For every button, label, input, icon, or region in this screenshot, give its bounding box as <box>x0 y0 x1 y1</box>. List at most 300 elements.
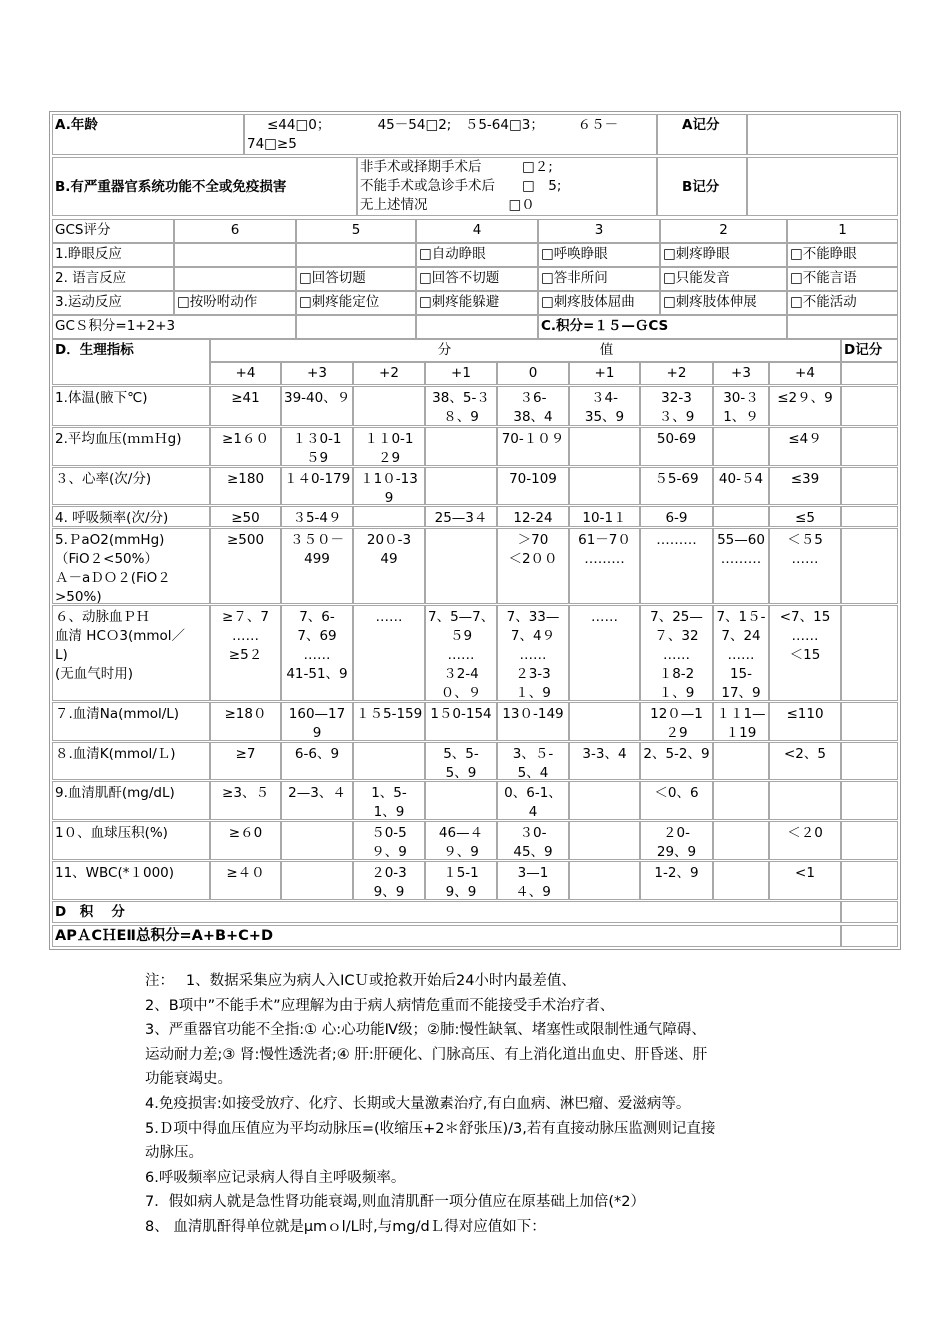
physio-range-cell-line: ９、9 <box>443 844 479 860</box>
age-options-line1: ≤44□0； 45－54□2; ５5-64□3； ６５－ <box>267 117 619 133</box>
physio-range-cell-line: 1、9 <box>373 804 405 820</box>
physio-range-cell-line: 3-3、4 <box>582 746 627 762</box>
physio-row-label-line: ７.血清Na(mmol/L) <box>55 706 180 722</box>
physio-range-cell <box>425 781 497 820</box>
physio-range-cell-line: ２0-3 <box>371 865 407 881</box>
physio-range-cell <box>497 467 569 505</box>
physio-range-cell-line: 7、1５- <box>716 609 766 625</box>
physio-range-cell-line <box>716 864 766 883</box>
physio-range-cell <box>210 467 281 505</box>
physio-row-score[interactable] <box>841 821 898 860</box>
physio-range-cell-line <box>572 430 637 449</box>
gcs-option-checkbox[interactable]: □不能活动 <box>787 291 898 315</box>
physio-range-cell-line: ≤5 <box>795 510 815 526</box>
physio-range-cell <box>769 427 841 466</box>
physio-range-cell <box>569 781 640 820</box>
physio-range-cell <box>281 742 353 780</box>
physio-row-label-line: ８.血清K(mmol/Ｌ) <box>55 746 176 762</box>
physio-range-cell <box>713 528 769 604</box>
physio-range-cell-line: ≥180 <box>226 471 265 487</box>
physio-range-cell <box>713 861 769 900</box>
physio-range-cell <box>569 821 640 860</box>
surgery-option-elective: 非手术或择期手术后 □２; <box>360 159 553 175</box>
physio-range-cell-line: ≤110 <box>786 706 824 722</box>
b-score-label: B记分 <box>657 157 747 216</box>
physio-range-cell <box>497 528 569 604</box>
physio-range-cell-line: ２9 <box>665 725 688 741</box>
physio-range-cell-line: …… <box>375 609 403 625</box>
physio-range-cell-line: 1-2、9 <box>654 865 699 881</box>
apache-total-value[interactable] <box>841 925 898 947</box>
physio-range-cell-line: 2—3、４ <box>288 785 346 801</box>
physio-row-score[interactable] <box>841 506 898 527</box>
physio-row-score[interactable] <box>841 427 898 466</box>
physio-range-cell-line <box>572 470 637 489</box>
physio-range-cell-line <box>716 824 766 843</box>
physio-range-cell-line: ≥６0 <box>228 825 263 841</box>
physio-range-cell-line: ≥50 <box>231 510 260 526</box>
physio-range-cell <box>281 427 353 466</box>
physio-range-cell-line: 6-6、9 <box>294 746 340 762</box>
physio-range-cell-line: ＜２0 <box>787 825 823 841</box>
age-options-line2: 74□≥5 <box>247 136 297 152</box>
physio-range-cell <box>640 386 713 426</box>
physio-range-cell <box>769 386 841 426</box>
physio-range-cell <box>640 821 713 860</box>
physio-range-cell-line: …… <box>727 647 755 663</box>
physio-range-cell <box>353 605 425 701</box>
physio-row-label <box>52 781 210 820</box>
note-line: 功能衰竭史。 <box>145 1071 232 1088</box>
physio-range-cell <box>713 467 769 505</box>
physio-range-cell <box>425 386 497 426</box>
physio-row-label <box>52 528 210 604</box>
physio-range-cell-line: 7、25— <box>650 609 703 625</box>
physio-row-score[interactable] <box>841 467 898 505</box>
physio-range-cell-line: ２9 <box>377 450 401 466</box>
physio-range-cell-line: 3、５- <box>512 746 554 762</box>
physio-range-cell-line: 25—3４ <box>434 510 488 526</box>
physio-range-cell-line: １１1— <box>716 706 766 722</box>
physio-range-cell-line: 3—1 <box>517 865 549 881</box>
physio-range-cell-line: <1 <box>795 865 815 881</box>
physio-range-cell-line: ……… <box>656 532 697 548</box>
physio-range-cell-line: …… <box>303 647 331 663</box>
physio-range-cell <box>713 427 769 466</box>
physio-range-cell <box>425 605 497 701</box>
physio-range-cell-line: １1０-13 <box>360 471 418 487</box>
physio-range-cell <box>353 427 425 466</box>
points-header: 分 值 <box>210 339 841 362</box>
surgery-option-none: 无上述情况 □０ <box>360 197 535 213</box>
physio-range-cell-line: １、9 <box>658 685 695 701</box>
gcs-option-checkbox[interactable]: □自动睁眼 <box>416 243 538 267</box>
physio-range-cell-line: ７、32 <box>654 628 699 644</box>
physio-range-cell <box>425 427 497 466</box>
physio-row-label-line: （FiO２<50%） <box>55 551 158 567</box>
physio-range-cell <box>425 742 497 780</box>
physio-range-cell-line: ≥1６０ <box>222 431 269 447</box>
points-col-header: +2 <box>353 362 425 385</box>
physio-range-cell-line: 1５0-154 <box>430 706 492 722</box>
gcs-option-checkbox[interactable]: □刺疼肢体伸展 <box>660 291 787 315</box>
physio-range-cell-line: ＞70 <box>517 532 549 548</box>
physio-range-cell-line <box>716 745 766 764</box>
gcs-option-checkbox[interactable]: □不能睁眼 <box>787 243 898 267</box>
gcs-score-header: 4 <box>416 219 538 243</box>
physio-row-label-line: 11、WBC(*１000) <box>55 865 175 881</box>
gcs-option-checkbox[interactable]: □回答切题 <box>296 267 416 291</box>
physio-range-cell <box>569 528 640 604</box>
physio-range-cell <box>640 506 713 527</box>
physio-range-cell-line <box>428 784 494 803</box>
age-options <box>244 114 657 155</box>
d-score-label: D记分 <box>841 339 898 362</box>
physio-range-cell-line: 32-3 <box>661 390 692 406</box>
physio-range-cell <box>640 742 713 780</box>
physio-range-cell <box>353 386 425 426</box>
gcs-score-header: 6 <box>174 219 296 243</box>
physio-row-score[interactable] <box>841 386 898 426</box>
physio-range-cell <box>281 506 353 527</box>
physio-range-cell <box>713 386 769 426</box>
physio-range-cell-line: １１0-1 <box>364 431 414 447</box>
physio-range-cell-line: 49 <box>380 551 398 567</box>
physio-range-cell <box>497 427 569 466</box>
gcs-option-checkbox[interactable]: □回答不切题 <box>416 267 538 291</box>
physio-range-cell-line: １19 <box>725 725 757 741</box>
physio-row-score[interactable] <box>841 702 898 741</box>
physio-range-cell <box>769 742 841 780</box>
physio-range-cell-line: 39-40、９ <box>284 390 351 406</box>
physio-range-cell-line: 38、5-３ <box>432 390 490 406</box>
physio-range-cell <box>497 821 569 860</box>
gcs-title: GCS评分 <box>52 219 174 243</box>
physio-row-score[interactable] <box>841 528 898 604</box>
physio-range-cell-line <box>716 509 766 527</box>
physio-range-cell <box>497 605 569 701</box>
physio-range-cell <box>569 605 640 701</box>
physio-range-cell-line: …… <box>232 628 259 644</box>
physio-row-label-line: ６、动脉血ＰＨ <box>55 609 150 625</box>
physio-range-cell-line: ≥４０ <box>226 865 265 881</box>
physio-range-cell <box>425 702 497 741</box>
physio-range-cell-line: 15- <box>729 666 753 682</box>
gcs-option-checkbox[interactable]: □刺疼肢体屈曲 <box>538 291 660 315</box>
footnotes <box>145 969 835 1240</box>
physio-range-cell-line: 29、9 <box>656 844 697 860</box>
physio-range-cell-line: １8-2 <box>658 666 695 682</box>
physio-range-cell-line: 6-9 <box>665 510 688 526</box>
physio-range-cell-line: 35、9 <box>584 409 625 425</box>
note-line: 2、B项中”不能手术”应理解为由于病人病情危重而不能接受手术治疗者、 <box>145 997 615 1014</box>
physio-range-cell-line: ＜15 <box>789 647 821 663</box>
physio-range-cell <box>569 702 640 741</box>
physio-range-cell-line: 7、4９ <box>510 628 556 644</box>
physio-row-score[interactable] <box>841 605 898 701</box>
physio-range-cell-line: 9 <box>384 490 394 505</box>
physio-range-cell-line: ≤4９ <box>788 431 822 447</box>
physio-range-cell-line: 50-69 <box>656 431 697 447</box>
physio-range-cell-line <box>428 531 494 550</box>
physio-title: D．生理指标 <box>52 339 210 385</box>
note-line: 动脉压。 <box>145 1145 203 1162</box>
gcs-option-checkbox[interactable]: □答非所问 <box>538 267 660 291</box>
physio-row-score[interactable] <box>841 742 898 780</box>
physio-range-cell <box>425 506 497 527</box>
physio-range-cell-line: ５9 <box>305 450 329 466</box>
b-score-value[interactable] <box>747 157 898 216</box>
d-score-blank <box>841 362 898 385</box>
physio-range-cell <box>569 467 640 505</box>
physio-range-cell <box>640 467 713 505</box>
physio-range-cell-line: 17、9 <box>721 685 761 701</box>
physio-range-cell <box>769 467 841 505</box>
physio-row-label-line: 9.血清肌酐(mg/dL) <box>55 785 175 801</box>
gcs-option-checkbox[interactable]: □刺疼能定位 <box>296 291 416 315</box>
points-col-header: +4 <box>210 362 281 385</box>
physio-range-cell-line: 7、69 <box>297 628 337 644</box>
physio-range-cell <box>353 702 425 741</box>
physio-range-cell-line: ２0- <box>663 825 690 841</box>
physio-range-cell-line <box>356 509 422 527</box>
physio-range-cell-line: 1、5- <box>371 785 407 801</box>
physio-range-cell-line <box>356 389 422 408</box>
physio-row-label <box>52 742 210 780</box>
physio-range-cell-line: １、9 <box>515 685 551 701</box>
points-col-header: 0 <box>497 362 569 385</box>
physio-range-cell-line <box>284 824 350 843</box>
physio-range-cell <box>640 861 713 900</box>
physio-range-cell-line: 38、4 <box>513 409 553 425</box>
physio-row-label-line: 4. 呼吸频率(次/分) <box>55 510 169 526</box>
physio-range-cell <box>210 702 281 741</box>
physio-range-cell <box>425 821 497 860</box>
physio-range-cell-line: 9、9 <box>445 884 477 900</box>
physio-range-cell-line: ≤39 <box>790 471 820 487</box>
physio-range-cell-line: 4 <box>528 804 538 820</box>
physio-range-cell <box>353 528 425 604</box>
physio-range-cell <box>281 781 353 820</box>
physio-range-cell-line: ≤2９、9 <box>777 390 833 406</box>
physio-row-label <box>52 386 210 426</box>
physio-range-cell <box>769 506 841 527</box>
physio-range-cell <box>497 506 569 527</box>
physio-range-cell <box>210 861 281 900</box>
physio-range-cell-line: …… <box>519 647 547 663</box>
physio-range-cell-line: 13０-149 <box>502 706 564 722</box>
physio-range-cell <box>769 861 841 900</box>
physio-range-cell <box>353 821 425 860</box>
a-score-value[interactable] <box>747 114 898 155</box>
physio-range-cell-line: ≥7 <box>235 746 256 762</box>
physio-row-label-line: 1０、血球压积(%) <box>55 825 168 841</box>
points-col-header: +3 <box>281 362 353 385</box>
physio-range-cell <box>640 605 713 701</box>
gcs-option-checkbox[interactable]: □刺疼睁眼 <box>660 243 787 267</box>
physio-range-cell-line <box>572 705 637 724</box>
physio-range-cell-line: ３6- <box>519 390 547 406</box>
physio-range-cell-line: ≥5２ <box>228 647 263 663</box>
physio-range-cell-line: 0、6-1、 <box>504 785 562 801</box>
physio-range-cell-line <box>716 784 766 803</box>
d-score-row-label: D 积 分 <box>52 901 841 923</box>
note-line: 5.Ｄ项中得血压值应为平均动脉压=(收缩压+2＊舒张压)/3,若有直接动脉压监测则记直接 <box>145 1120 716 1137</box>
surgery-option-emergency: 不能手术或急诊手术后 □ 5; <box>360 178 562 194</box>
physio-range-cell-line <box>428 430 494 449</box>
physio-range-cell-line: ≥3、５ <box>222 785 269 801</box>
physio-range-cell <box>769 702 841 741</box>
physio-range-cell-line: 5、4 <box>517 765 549 780</box>
physio-range-cell <box>640 427 713 466</box>
physio-range-cell <box>569 506 640 527</box>
physio-row-label <box>52 605 210 701</box>
physio-range-cell-line <box>284 864 350 883</box>
physio-range-cell-line: ＜2００ <box>508 551 558 567</box>
physio-range-cell-line: 499 <box>304 551 330 567</box>
physio-range-cell-line: ０、９ <box>440 685 482 701</box>
physio-range-cell-line: ８、9 <box>443 409 479 425</box>
note-line: 7．假如病人就是急性肾功能衰竭,则血清肌酐一项分值应在原基础上加倍(*2） <box>145 1194 645 1211</box>
physio-row-label-line: 5.ＰaO2(mmHg) <box>55 532 165 548</box>
physio-range-cell <box>281 386 353 426</box>
physio-range-cell <box>281 467 353 505</box>
gcs-score-header: 1 <box>787 219 898 243</box>
section-a-label: A.年龄 <box>52 114 244 155</box>
physio-range-cell <box>353 861 425 900</box>
physio-range-cell-line: ３5-4９ <box>292 510 342 526</box>
physio-range-cell <box>425 467 497 505</box>
physio-range-cell-line <box>772 784 838 803</box>
physio-range-cell <box>640 781 713 820</box>
physio-range-cell <box>210 528 281 604</box>
physio-range-cell <box>497 742 569 780</box>
physio-range-cell <box>497 781 569 820</box>
physio-row-score[interactable] <box>841 781 898 820</box>
physio-range-cell <box>497 386 569 426</box>
physio-row-label <box>52 506 210 527</box>
physio-range-cell-line: ９、9 <box>371 844 407 860</box>
physio-range-cell-line <box>428 470 494 489</box>
physio-range-cell <box>281 605 353 701</box>
physio-range-cell <box>353 506 425 527</box>
gcs-row-label: 3.运动反应 <box>52 291 174 315</box>
section-b-label: B.有严重器官系统功能不全或免疫损害 <box>52 157 357 216</box>
gcs-empty-cell <box>174 243 296 267</box>
physio-range-cell <box>769 528 841 604</box>
physio-row-label-line: (无血气时用) <box>55 666 134 682</box>
physio-range-cell-line: …… <box>791 628 819 644</box>
physio-range-cell-line: 1、９ <box>723 409 759 425</box>
physio-range-cell-line: 9 <box>312 725 322 741</box>
gcs-option-checkbox[interactable]: □按吩咐动作 <box>174 291 296 315</box>
physio-range-cell-line: ３4- <box>591 390 618 406</box>
gcs-empty-cell <box>296 243 416 267</box>
physio-range-cell-line: <7、15 <box>779 609 831 625</box>
physio-range-cell-line <box>572 864 637 883</box>
physio-range-cell-line: １３0-1 <box>292 431 342 447</box>
c-score-value[interactable] <box>787 315 898 339</box>
physio-range-cell-line: ≥500 <box>226 532 265 548</box>
note-line: 运动耐力差;③ 肾:慢性透洗者;④ 肝:肝硬化、门脉高压、有上消化道出血史、肝昏迷、肝 <box>145 1046 708 1063</box>
physio-row-label-line: >50%) <box>55 589 102 604</box>
physio-range-cell <box>210 506 281 527</box>
a-score-label: A记分 <box>657 114 747 155</box>
physio-range-cell-line: １４0-179 <box>284 471 351 487</box>
physio-range-cell <box>210 821 281 860</box>
gcs-option-checkbox[interactable]: □只能发音 <box>660 267 787 291</box>
physio-range-cell-line: ２3-3 <box>515 666 551 682</box>
physio-range-cell <box>210 605 281 701</box>
physio-range-cell <box>713 781 769 820</box>
physio-range-cell-line: 12０—1 <box>650 706 703 722</box>
physio-range-cell-line: 46—４ <box>438 825 484 841</box>
physio-row-label <box>52 467 210 505</box>
gcs-option-checkbox[interactable]: □刺疼能躲避 <box>416 291 538 315</box>
physio-range-cell-line: …… <box>663 647 690 663</box>
physio-range-cell-line: ≥41 <box>231 390 260 406</box>
gcs-sum-label: GCＳ积分=1+2+3 <box>52 315 296 339</box>
physio-range-cell-line: ５9 <box>449 628 473 644</box>
gcs-sum-value[interactable] <box>296 315 416 339</box>
physio-range-cell-line: 45、9 <box>513 844 553 860</box>
points-col-header: +2 <box>640 362 713 385</box>
physio-range-cell <box>210 427 281 466</box>
physio-range-cell-line: 40-５4 <box>718 471 764 487</box>
physio-range-cell-line: ５0-5 <box>371 825 407 841</box>
note-line: 3、严重器官功能不全指:① 心:心功能Ⅳ级；②肺:慢性缺氧、堵塞性或限制性通气障碍、 <box>145 1022 706 1039</box>
gcs-score-header: 3 <box>538 219 660 243</box>
physio-row-label <box>52 702 210 741</box>
gcs-sum-value2[interactable] <box>416 315 538 339</box>
note-line: 4.免疫损害:如接受放疗、化疗、长期或大量激素治疗,有白血病、淋巴瘤、爱滋病等。 <box>145 1095 691 1112</box>
physio-range-cell <box>425 528 497 604</box>
physio-range-cell-line: ３５０－ <box>290 532 344 548</box>
points-col-header: +4 <box>769 362 841 385</box>
physio-range-cell-line: ≥18０ <box>224 706 267 722</box>
physio-range-cell <box>210 742 281 780</box>
physio-range-cell-line: 20０-3 <box>366 532 412 548</box>
physio-range-cell <box>353 467 425 505</box>
gcs-score-header: 2 <box>660 219 787 243</box>
physio-row-score[interactable] <box>841 861 898 900</box>
physio-range-cell-line: 70-１０９ <box>501 431 565 447</box>
physio-range-cell-line: 7、5—7、 <box>428 609 495 625</box>
physio-range-cell <box>640 702 713 741</box>
physio-range-cell <box>713 506 769 527</box>
d-score-total[interactable] <box>841 901 898 923</box>
gcs-option-checkbox[interactable]: □不能言语 <box>787 267 898 291</box>
physio-range-cell-line: 9、9 <box>373 884 405 900</box>
physio-range-cell-line: <2、5 <box>784 746 826 762</box>
physio-range-cell <box>281 702 353 741</box>
gcs-score-header: 5 <box>296 219 416 243</box>
physio-range-cell <box>769 605 841 701</box>
physio-range-cell <box>569 427 640 466</box>
note-line: 8、 血清肌酐得单位就是μmｏl/L时,与mg/dＬ得对应值如下： <box>145 1218 546 1235</box>
physio-range-cell-line: 12-24 <box>513 510 553 526</box>
physio-range-cell <box>353 781 425 820</box>
physio-range-cell-line: 160—17 <box>288 706 346 722</box>
physio-row-label <box>52 427 210 466</box>
points-col-header: +3 <box>713 362 769 385</box>
gcs-option-checkbox[interactable]: □呼唤睁眼 <box>538 243 660 267</box>
physio-range-cell <box>425 861 497 900</box>
physio-range-cell-line: ＜0、6 <box>654 785 699 801</box>
physio-row-label <box>52 861 210 900</box>
physio-range-cell <box>713 605 769 701</box>
physio-range-cell-line: １５5-159 <box>356 706 423 722</box>
